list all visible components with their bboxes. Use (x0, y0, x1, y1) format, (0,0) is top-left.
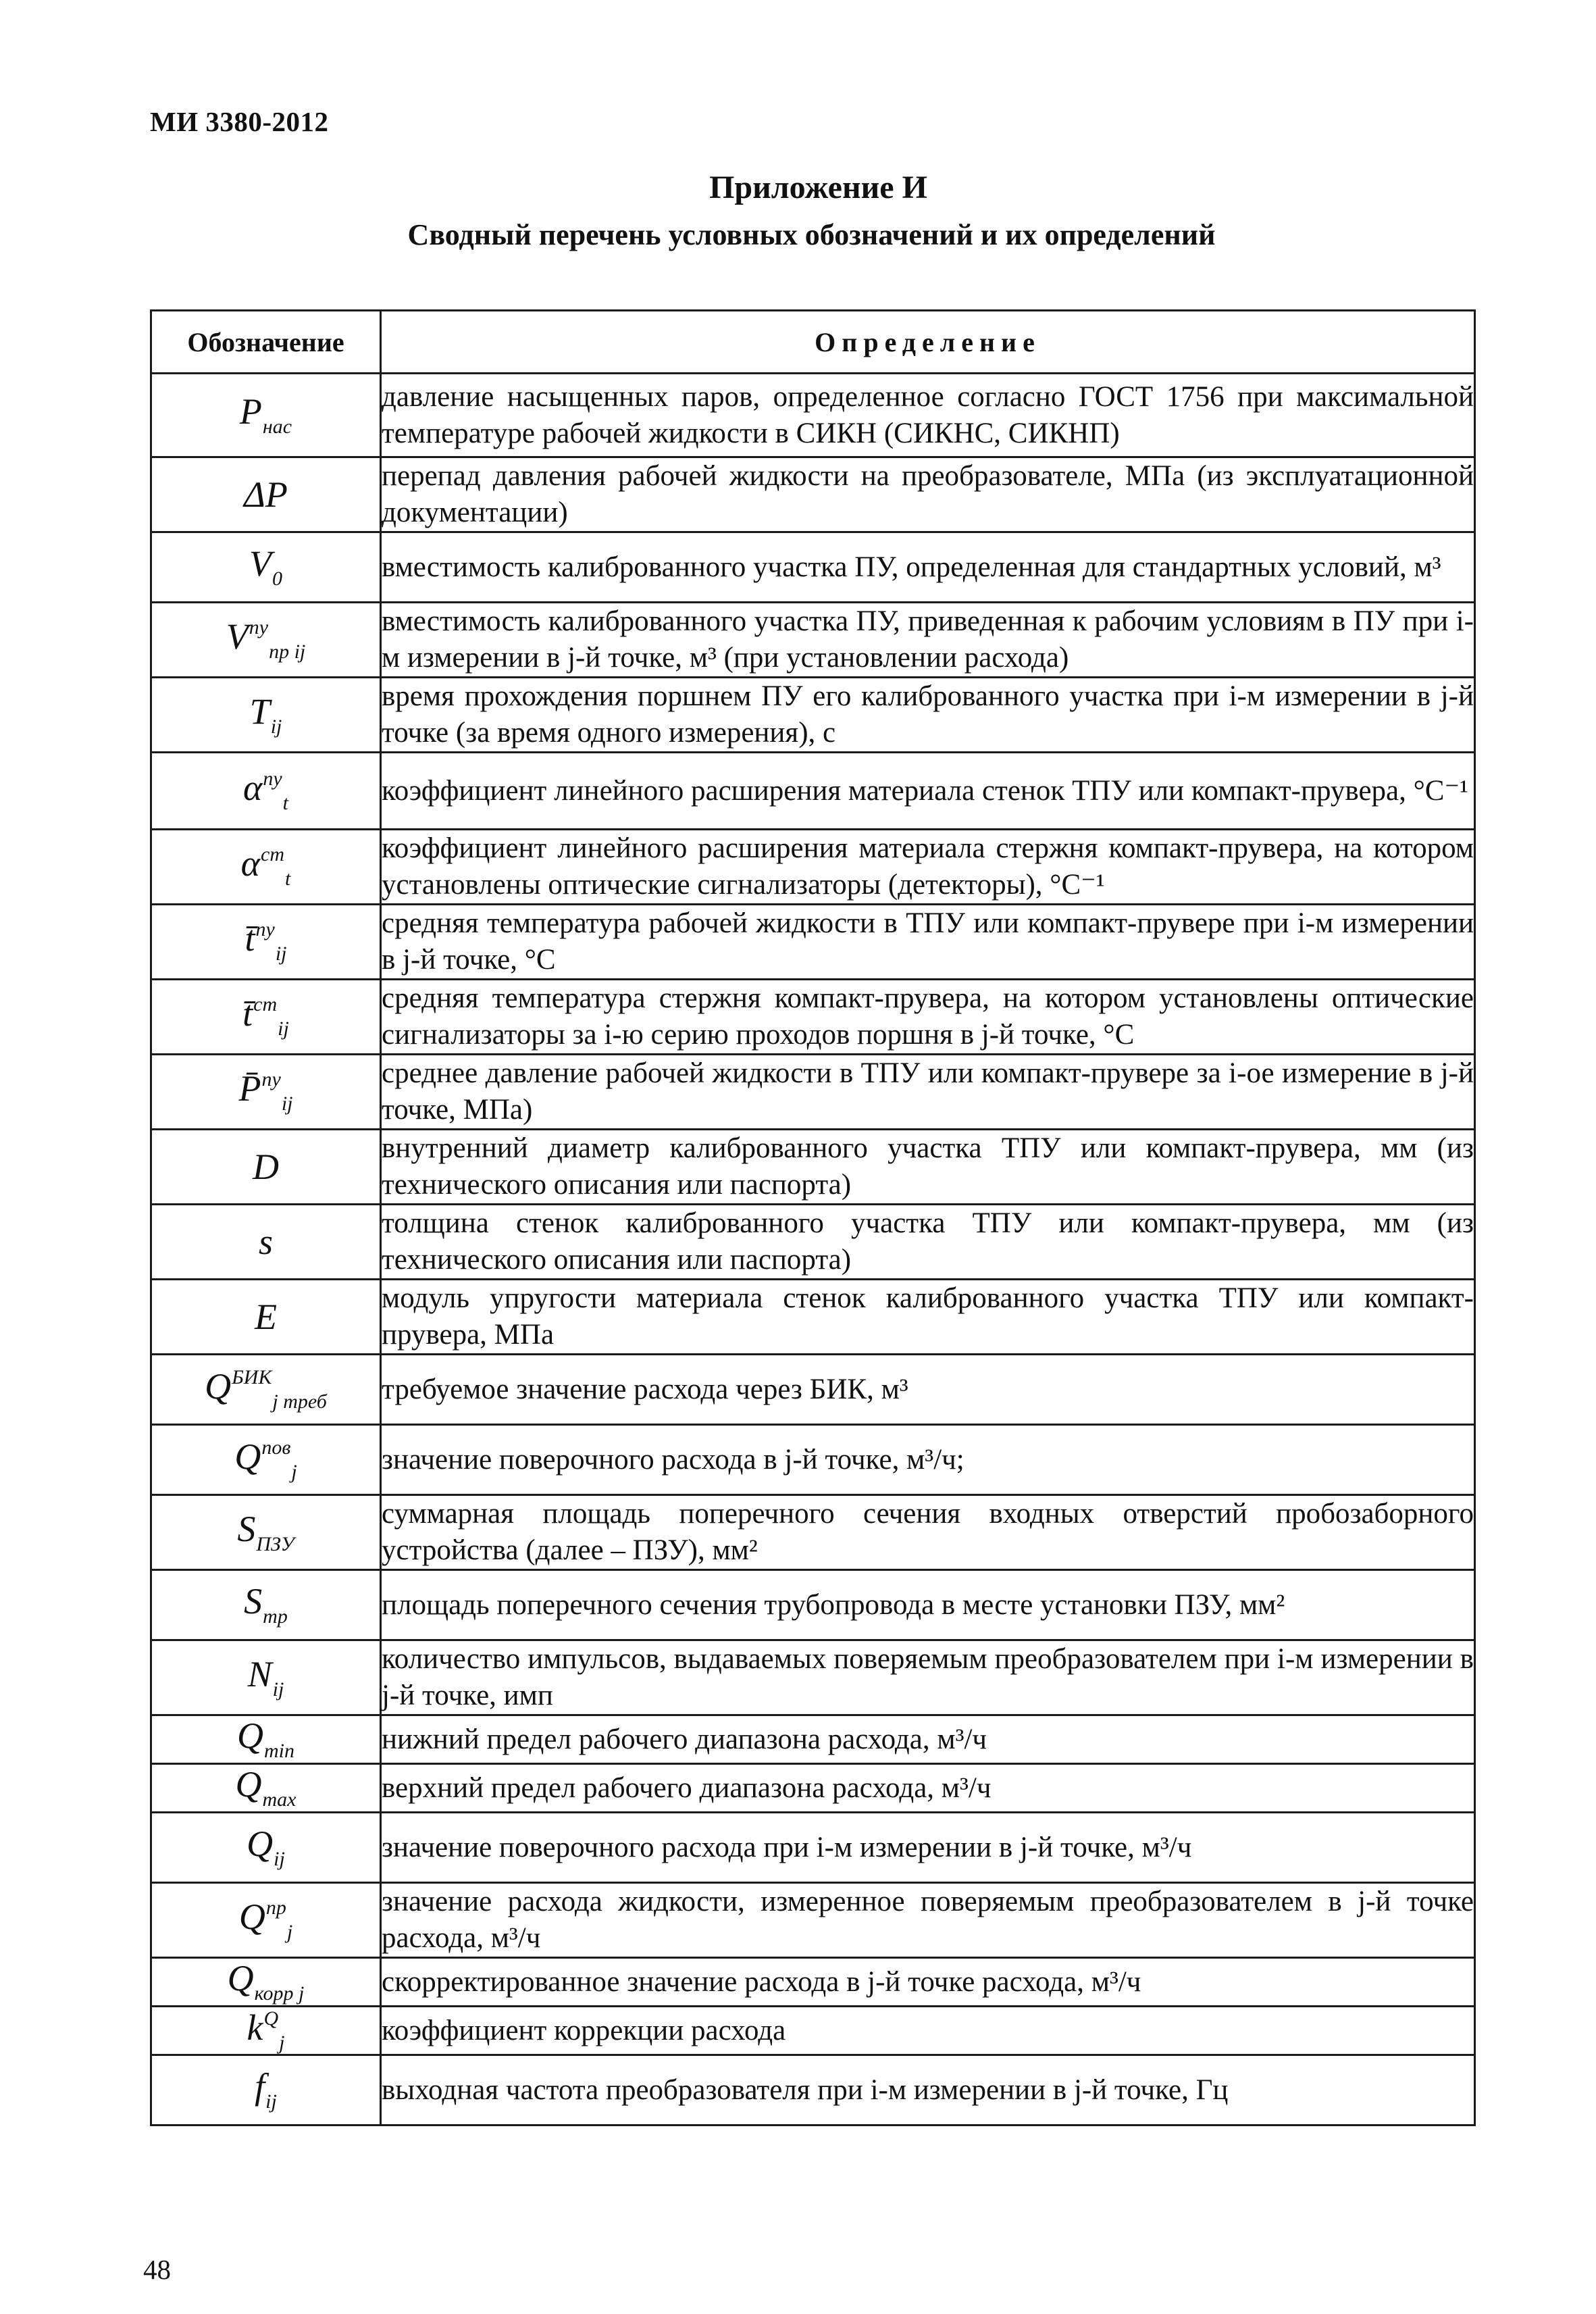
definition-text: площадь поперечного сечения трубопровода в месте установки ПЗУ, мм² (382, 1588, 1285, 1621)
symbol-cell (151, 603, 381, 678)
symbol-cell (151, 1813, 381, 1883)
definition-text: значение расхода жидкости, измеренное поверяемым преобразователем в j-й точке расхода, м³/ч (382, 1886, 1474, 1954)
symbol-base: Q (235, 1764, 262, 1805)
table-row (151, 980, 1475, 1055)
symbol (249, 690, 282, 738)
symbol-subscript: ij (272, 1678, 284, 1701)
symbol (247, 1823, 285, 1870)
symbol (236, 1766, 297, 1810)
symbol-base: S (237, 1508, 256, 1549)
table-row (151, 1640, 1475, 1715)
symbol (244, 920, 286, 964)
symbol (239, 1898, 292, 1942)
symbol-subscript: ij (274, 1848, 285, 1870)
symbol-cell (151, 374, 381, 457)
definition-cell (381, 1715, 1475, 1764)
symbol-base: T (249, 690, 270, 732)
symbol-cell (151, 980, 381, 1055)
symbol-cell (151, 678, 381, 753)
symbol-cell (151, 1764, 381, 1813)
symbol-cell (151, 830, 381, 905)
page-number: 48 (143, 2254, 171, 2285)
definitions-table (150, 309, 1476, 2126)
definition-text: модуль упругости материала стенок калиброванного участка ТПУ или компакт-прувера, МПа (382, 1282, 1474, 1351)
symbol (234, 1438, 297, 1482)
definition-text: коэффициент линейного расширения материала стенок ТПУ или компакт-прувера, °C⁻¹ (382, 774, 1469, 807)
definition-text: внутренний диаметр калиброванного участка ТПУ или компакт-прувера, мм (из технического описания или паспорта) (382, 1132, 1474, 1201)
table-row (151, 1764, 1475, 1813)
table-row (151, 1813, 1475, 1883)
table-row (151, 2055, 1475, 2126)
symbol-cell (151, 1958, 381, 2007)
table-row (151, 1205, 1475, 1280)
table-row (151, 374, 1475, 457)
symbol-cell (151, 905, 381, 980)
symbol-base: Q (205, 1365, 232, 1407)
symbol-base: t̄ (242, 993, 253, 1034)
table-row (151, 905, 1475, 980)
symbol-cell (151, 1640, 381, 1715)
symbol-subscript: ij (275, 942, 287, 965)
definition-text: выходная частота преобразователя при i-м измерении в j-й точке, Гц (382, 2073, 1229, 2106)
table-row (151, 532, 1475, 603)
symbol-subscript: j (279, 2031, 285, 2054)
definition-text: нижний предел рабочего диапазона расхода, м³/ч (382, 1723, 987, 1755)
table-row (151, 1495, 1475, 1570)
table-header-row (151, 311, 1475, 374)
definition-text: верхний предел рабочего диапазона расхода, м³/ч (382, 1771, 992, 1804)
symbol-subscript: j треб (272, 1390, 327, 1413)
symbol-cell (151, 1495, 381, 1570)
table-row (151, 1055, 1475, 1130)
symbol-subscript: t (285, 867, 291, 890)
definition-cell (381, 1355, 1475, 1425)
symbol (244, 476, 288, 513)
symbol-superscript: ст (253, 993, 278, 1015)
definition-cell (381, 830, 1475, 905)
symbol-base: E (255, 1297, 277, 1337)
symbol-cell (151, 1205, 381, 1280)
symbol-base: V (226, 616, 249, 657)
table-row (151, 1715, 1475, 1764)
symbol-base: D (253, 1147, 279, 1187)
definition-cell (381, 1130, 1475, 1205)
table-row (151, 753, 1475, 830)
definition-cell (381, 1205, 1475, 1280)
symbol-base: Q (247, 1823, 274, 1864)
symbol-cell (151, 1355, 381, 1425)
symbol-base: Q (234, 1436, 261, 1477)
definition-text: вместимость калиброванного участка ПУ, определенная для стандартных условий, м³ (382, 551, 1441, 583)
symbol-base: s (258, 1222, 273, 1262)
definition-text: средняя температура рабочей жидкости в ТПУ или компакт-прувере при i-м измерении в j-й точке, °C (382, 907, 1474, 976)
definition-text: давление насыщенных паров, определенное согласно ГОСТ 1756 при максимальной температуре рабочей жидкости в СИКН (СИКНС, СИКНП) (382, 380, 1474, 449)
symbol-cell (151, 1055, 381, 1130)
definition-text: коэффициент коррекции расхода (382, 2014, 786, 2046)
definition-cell (381, 1958, 1475, 2007)
symbol (241, 845, 291, 889)
symbol (244, 1583, 288, 1627)
symbol-base: S (244, 1581, 263, 1621)
symbol-cell (151, 2007, 381, 2055)
symbol (253, 1149, 279, 1185)
definition-cell (381, 1883, 1475, 1958)
table-row (151, 2007, 1475, 2055)
symbol-base: V (249, 543, 272, 584)
definition-cell (381, 532, 1475, 603)
document-code: МИ 3380-2012 (150, 106, 329, 137)
symbol-subscript: t (282, 791, 289, 814)
table-row (151, 1883, 1475, 1958)
definition-cell (381, 1764, 1475, 1813)
symbol-base: P (239, 391, 262, 432)
symbol-cell (151, 1130, 381, 1205)
symbol-subscript: 0 (272, 568, 282, 590)
definition-text: значение поверочного расхода при i-м измерении в j-й точке, м³/ч (382, 1831, 1192, 1863)
definition-text: перепад давления рабочей жидкости на преобразователе, МПа (из эксплуатационной документации) (382, 460, 1474, 528)
symbol (237, 1508, 294, 1555)
symbol (249, 545, 282, 589)
symbol-base: Q (237, 1715, 263, 1756)
appendix-title: Приложение И (709, 170, 927, 205)
symbol-cell (151, 1570, 381, 1640)
definition-text: скорректированное значение расхода в j-й точке расхода, м³/ч (382, 1965, 1141, 1998)
definition-cell (381, 2007, 1475, 2055)
symbol-superscript: пу (263, 767, 282, 790)
symbol (247, 2009, 285, 2053)
definition-text: среднее давление рабочей жидкости в ТПУ или компакт-прувере за i-ое измерение в j-й точке, МПа) (382, 1057, 1474, 1126)
definition-text: толщина стенок калиброванного участка ТПУ или компакт-прувера, мм (из технического описания или паспорта) (382, 1207, 1474, 1276)
definition-cell (381, 1425, 1475, 1495)
symbol-cell (151, 2055, 381, 2126)
definition-text: значение поверочного расхода в j-й точке, м³/ч; (382, 1443, 964, 1476)
symbol-subscript: ij (281, 1092, 293, 1115)
symbol (255, 2068, 277, 2112)
symbol (228, 1960, 305, 2004)
symbol-superscript: пу (249, 616, 269, 638)
symbol-subscript: ij (278, 1017, 289, 1040)
symbol-superscript: Q (263, 2007, 279, 2030)
table-row (151, 1958, 1475, 2007)
symbol (259, 1224, 273, 1260)
definition-cell (381, 1495, 1475, 1570)
symbol-subscript: j (286, 1921, 293, 1943)
definition-text: вместимость калиброванного участка ПУ, приведенная к рабочим условиям в ПУ при i-м измерении в j-й точке, м³ (при установлении расхода) (382, 605, 1474, 674)
definition-text: время прохождения поршнем ПУ его калиброванного участка при i-м измерении в j-й точке (за время одного измерения), с (382, 680, 1474, 749)
table-row (151, 678, 1475, 753)
symbol (243, 769, 288, 813)
table-row (151, 457, 1475, 532)
definition-text: требуемое значение расхода через БИК, м³ (382, 1373, 908, 1405)
symbol-superscript: пу (261, 1068, 281, 1090)
table-row (151, 603, 1475, 678)
table-row (151, 830, 1475, 905)
symbol-base: k (247, 2007, 263, 2048)
column-header-symbol: Обозначение (151, 311, 381, 374)
definition-text: суммарная площадь поперечного сечения входных отверстий пробозаборного устройства (далее – ПЗУ), мм² (382, 1498, 1474, 1566)
definition-cell (381, 678, 1475, 753)
symbol-base: α (240, 843, 261, 884)
symbol (239, 1070, 293, 1114)
definition-cell (381, 753, 1475, 830)
symbol-base: t̄ (244, 918, 255, 959)
symbol-base: P̄ (238, 1068, 261, 1109)
symbol-subscript: корр j (254, 1982, 305, 2005)
symbol-subscript: j (291, 1460, 297, 1483)
definition-cell (381, 1640, 1475, 1715)
symbol-superscript: ст (261, 843, 284, 865)
table-row (151, 1425, 1475, 1495)
symbol-superscript: пов (261, 1436, 291, 1459)
symbol-subscript: ij (270, 715, 282, 738)
symbol-subscript: ij (265, 2090, 277, 2113)
symbol-base: Q (227, 1958, 254, 1998)
symbol-subscript: max (262, 1788, 297, 1811)
table-row (151, 1355, 1475, 1425)
definition-cell (381, 1570, 1475, 1640)
symbol-subscript: пр ij (269, 640, 306, 663)
symbol-base: N (247, 1653, 272, 1694)
definition-cell (381, 905, 1475, 980)
symbol (240, 393, 292, 437)
symbol-cell (151, 1883, 381, 1958)
definition-cell (381, 457, 1475, 532)
definition-cell (381, 1280, 1475, 1355)
definition-text: количество импульсов, выдаваемых поверяемым преобразователем при i-м измерении в j-й точке, имп (382, 1643, 1474, 1711)
symbol (255, 1299, 277, 1335)
symbol (237, 1717, 294, 1761)
table-row (151, 1130, 1475, 1205)
symbol-subscript: min (264, 1740, 294, 1762)
definition-cell (381, 1055, 1475, 1130)
definition-text: коэффициент линейного расширения материала стержня компакт-прувера, на котором установлены оптические сигнализаторы (детекторы), °C⁻¹ (382, 832, 1474, 901)
symbol-base: α (242, 767, 263, 808)
symbol-cell (151, 1715, 381, 1764)
table-row (151, 1570, 1475, 1640)
symbol-subscript: ПЗУ (256, 1532, 294, 1555)
symbol-base: Q (238, 1896, 265, 1937)
definition-cell (381, 603, 1475, 678)
symbol-subscript: нас (262, 416, 292, 438)
symbol-subscript: тр (263, 1605, 288, 1628)
column-header-definition: Определение (381, 311, 1475, 374)
symbol-cell (151, 753, 381, 830)
symbol (205, 1367, 327, 1412)
symbol-base: f (255, 2066, 265, 2107)
symbol-superscript: пр (265, 1896, 286, 1919)
symbol-superscript: пу (255, 918, 275, 940)
symbol-cell (151, 1280, 381, 1355)
definition-cell (381, 980, 1475, 1055)
symbol-cell (151, 457, 381, 532)
symbol (242, 995, 289, 1039)
symbol-cell (151, 532, 381, 603)
definition-cell (381, 2055, 1475, 2126)
definition-cell (381, 1813, 1475, 1883)
symbol (247, 1653, 284, 1701)
symbol-base: ΔP (244, 474, 288, 515)
symbol (226, 618, 306, 662)
table-subtitle: Сводный перечень условных обозначений и их определений (407, 218, 1216, 251)
symbol-superscript: БИК (232, 1365, 272, 1388)
table-row (151, 1280, 1475, 1355)
symbol-cell (151, 1425, 381, 1495)
definition-cell (381, 374, 1475, 457)
definition-text: средняя температура стержня компакт-прувера, на котором установлены оптические сигнализаторы за i-ю серию проходов поршня в j-й точке, °C (382, 982, 1474, 1051)
